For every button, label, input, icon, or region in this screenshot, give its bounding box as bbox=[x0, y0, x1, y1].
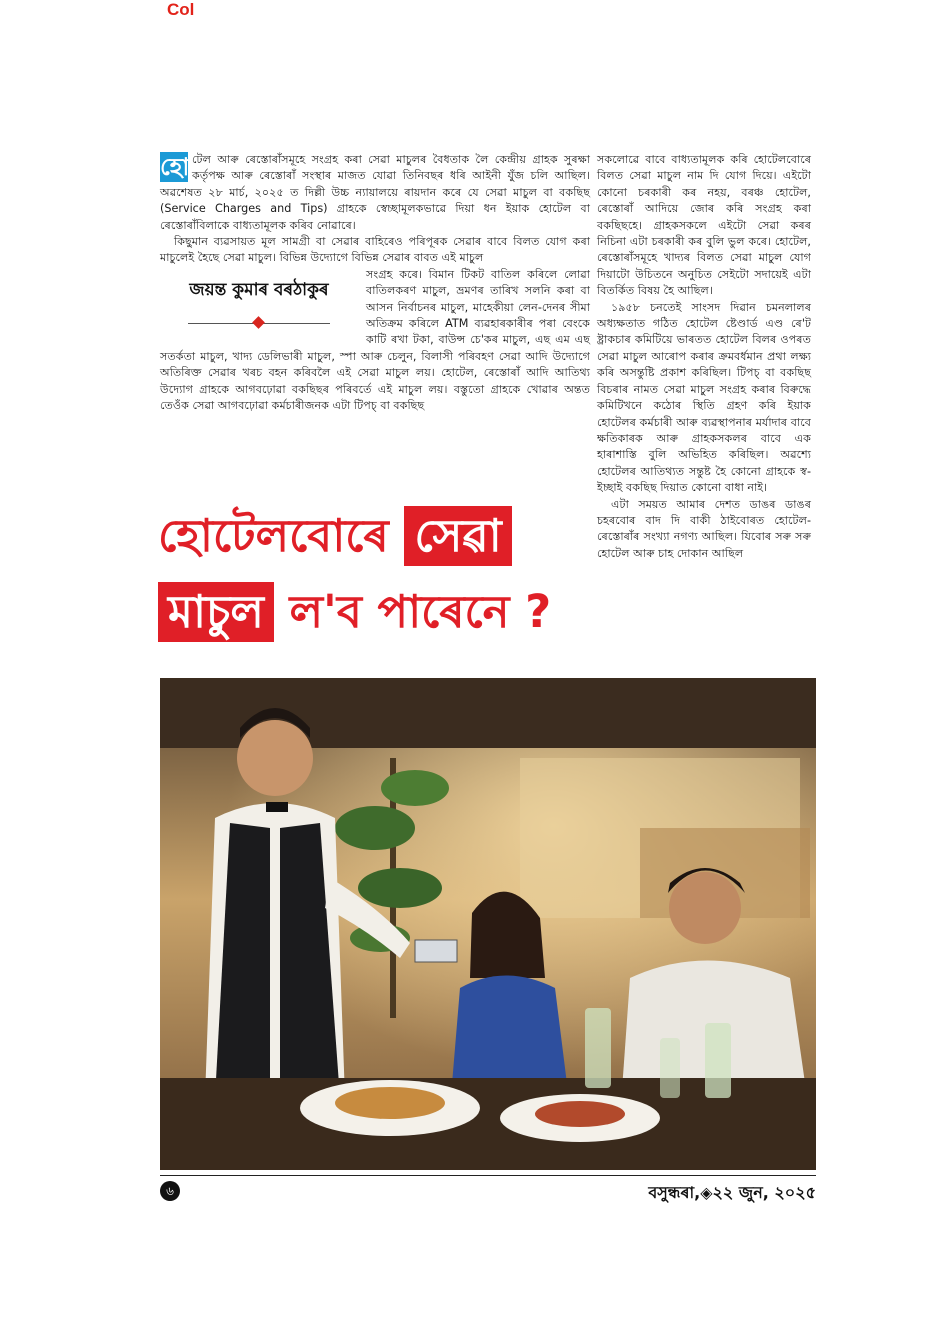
article-right-paragraph-3: এটা সময়ত আমাৰ দেশত ডাঙৰ ডাঙৰ চহৰবোৰ বাদ দি বাকী ঠাইবোৰত হোটেল-ৰেস্তোৰাঁৰ সংখ্যা নগণ্য আছিল। যিবোৰ সৰু সৰু হোটেল আৰু চাহ দোকান আছিল bbox=[597, 497, 811, 560]
article-right-paragraph-1: সকলোৱে বাবে বাধ্যতামূলক কৰি হোটেলবোৰে বিলত সেৱা মাচুল নাম দি যোগ দিয়ে। এইটো কোনো চৰকাৰী কৰ নহয়, বৰঞ্চ হোটেল, ৰেস্তোৰাঁ আদিয়ে জোৰ কৰি সংগ্ৰহ কৰা বকছিছহে। গ্ৰাহকসকলে এইটো সেৱা কৰৰ নিচিনা এটা চৰকাৰী কৰ বুলি ভুল কৰে। হোটেল, ৰেস্তোৰাঁসমূহে খাদ্যৰ বিলত সেৱা মাচুল যোগ দিয়াটো উচিতনে অনুচিত সেইটো সদায়েই এটা বিতৰ্কিত বিষয় হৈ আছিল। bbox=[597, 153, 811, 298]
publication-footer: বসুন্ধৰা,◈২২ জুন, ২০২৫ bbox=[648, 1183, 816, 1202]
diamond-ornament-icon bbox=[252, 316, 265, 329]
headline-text-1: হোটেলবোৰে bbox=[158, 509, 405, 562]
article-paragraph-1-text: টেল আৰু ৰেস্তোৰাঁসমূহে সংগ্ৰহ কৰা সেৱা মাচুলৰ বৈধতাক লৈ কেন্দ্ৰীয় গ্ৰাহক সুৰক্ষা কৰ্তৃপক্ষ আৰু ৰেস্তোৰাঁ সংস্থাৰ মাজত যোৱা তিনিবছৰ ধৰি আইনী যুঁজ চলি আছিল। অৱশেষত ২৮ মাৰ্চ, ২০২৫ ত দিল্লী উচ্চ ন্যায়ালয়ে ৰায়দান কৰে যে সেৱা মাচুল বা বকছিছ (Service Charges and Tips) গ্ৰাহকে স্বেচ্ছামূলকভাৱে দিয়া ধন ইয়াক হোটেল বা ৰেস্তোৰাঁবিলাকে বাধ্যতামূলক কৰিব নোৱাৰে। bbox=[160, 153, 590, 232]
article-paragraph-2: কিছুমান ব্যৱসায়ত মূল সামগ্ৰী বা সেৱাৰ বাহিৰেও পৰিপূৰক সেৱাৰ বাবে বিলত যোগ কৰা মাচুলেই হৈছে সেৱা মাচুল। বিভিন্ন উদ্যোগে বিভিন্ন সেৱাৰ বাবত এই মাচুল bbox=[160, 235, 590, 265]
byline-block bbox=[160, 273, 358, 339]
headline bbox=[158, 505, 598, 655]
headline-highlight-2: মাচুল bbox=[158, 582, 274, 642]
article-paragraph-1 bbox=[160, 152, 590, 234]
article-left-column bbox=[160, 152, 590, 415]
article-right-paragraph-2: ১৯৫৮ চনতেই সাংসদ দিৱান চমনলালৰ অধ্যক্ষতাত গঠিত হোটেল ষ্টেণ্ডাৰ্ড এণ্ড ৰে'ট ষ্ট্ৰাকচাৰ কমিটিয়ে ভাৰতত হোটেল বিলৰ ওপৰত সেৱা মাচুল আৰোপ কৰাৰ ক্ৰমবৰ্ধমান প্ৰথা লক্ষ্য কৰি অসন্তুষ্টি প্ৰকাশ কৰিছিল। টিপচ্ বা বকছিছ বিচৰাৰ নামত সেৱা মাচুল সংগ্ৰহ কৰাৰ বিৰুদ্ধে কমিটিখনে কঠোৰ স্থিতি গ্ৰহণ কৰি ইয়াক হোটেলৰ কৰ্মচাৰী আৰু ব্যৱস্থাপনাৰ মৰ্যাদাৰ বাবে ক্ষতিকাৰক আৰু গ্ৰাহকসকলৰ বাবে এক হাৰাশাস্তি বুলি অভিহিত কৰিছিল। অৱশ্যে হোটেলৰ আতিথ্যত সন্তুষ্ট হৈ কোনো গ্ৰাহকে স্ব-ইচ্ছাই বকছিছ দিয়াত কোনো বাধা নাই। bbox=[597, 300, 811, 495]
dropcap: হো bbox=[160, 153, 190, 181]
headline-line-2 bbox=[158, 581, 598, 643]
article-right-column bbox=[597, 152, 811, 562]
byline: জয়ন্ত কুমাৰ বৰঠাকুৰ bbox=[189, 279, 329, 300]
byline-divider bbox=[160, 317, 358, 329]
page-number: ৬ bbox=[160, 1181, 180, 1201]
headline-highlight-1: সেৱা bbox=[404, 506, 511, 566]
headline-line-1 bbox=[158, 505, 598, 567]
restaurant-photo bbox=[160, 678, 816, 1170]
headline-text-2: ল'ব পাৰেনে ? bbox=[273, 585, 552, 638]
footer-divider bbox=[160, 1175, 816, 1176]
corner-label: Col bbox=[167, 0, 195, 19]
article-paragraph-2-continued: সংগ্ৰহ কৰে। বিমান টিকট বাতিল কৰিলে লোৱা বাতিলকৰণ মাচুল, ভ্ৰমণৰ তাৰিখ সলনি কৰা বা আসন নিৰ্বাচনৰ মাচুল, মাহেকীয়া লেন-দেনৰ সীমা অতিক্ৰম কৰিলে ATM ব্যৱহাৰকাৰীৰ পৰা বেংকে কাটি ৰখা টকা, বাউন্স চে'কৰ মাচুল, এছ এম এছ সতৰ্কতা মাচুল, খাদ্য ডেলিভাৰী মাচুল, স্পা আৰু চেলুন, বিলাসী পৰিবহণ সেৱা আদি উদ্যোগে অতিৰিক্ত সেৱাৰ খৰচ বহন কৰিবলৈ এই সেৱা মাচুল লয়। হোটেল, ৰেস্তোৰাঁ আদি আতিথ্য উদ্যোগ গ্ৰাহকে আগবঢ়োৱা বকছিছৰ পৰিবৰ্তে এই মাচুল লয়। বস্তুতো গ্ৰাহকে খোৱাৰ অন্তত তেওঁক সেৱা আগবঢ়োৱা কৰ্মচাৰীজনক এটা টিপচ্ বা বকছিছ bbox=[160, 267, 590, 413]
